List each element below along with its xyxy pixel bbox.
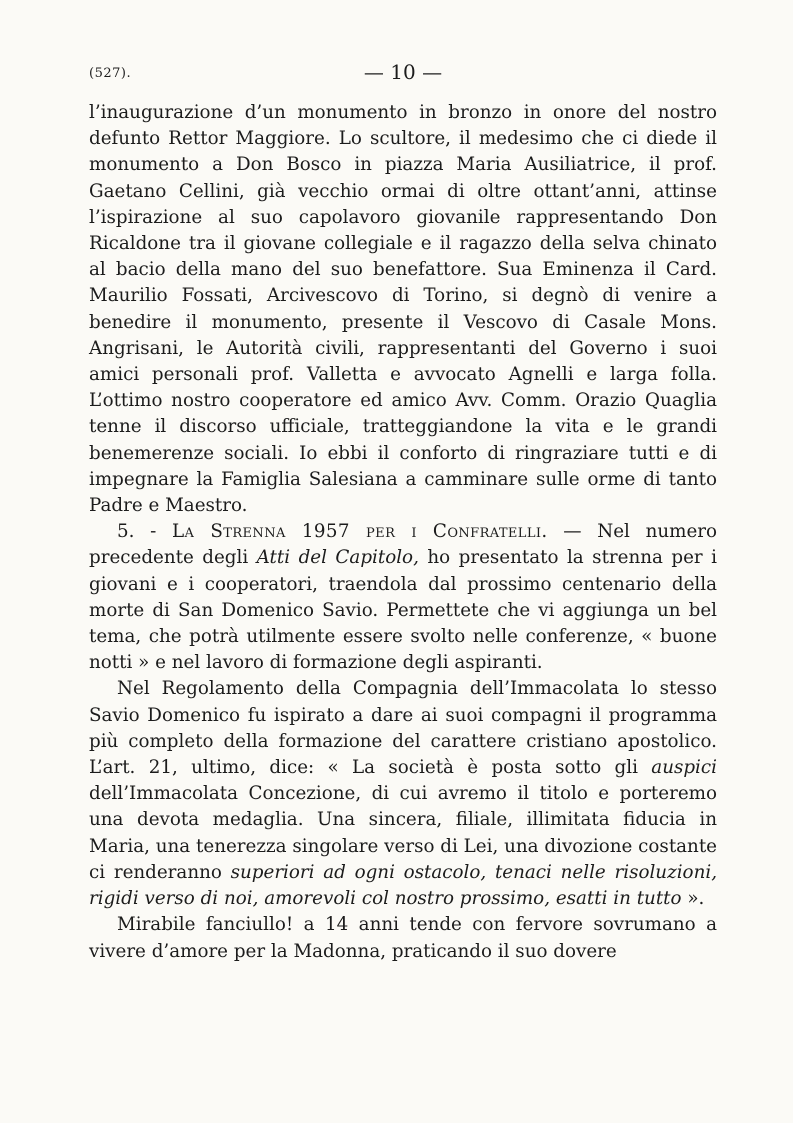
heading-dash: —: [563, 521, 582, 543]
regolamento-italic-b: superiori ad ogni ostacolo, tenaci nelle risoluzioni, rigidi verso di noi, amorevoli col nostro prossimo, esatti in tutto: [89, 861, 717, 910]
regolamento-italic-a: auspici: [651, 757, 717, 779]
document-number: (527).: [89, 66, 132, 81]
paragraph-monument: l’inaugurazione d’un monumento in bronzo in onore del nostro defunto Rettor Maggiore. Lo scultore, il medesimo che ci diede il monumento a Don Bosco in piazza Maria Ausiliatrice, il prof. Gaetano Cellini, già vecchio ormai di oltre ottant’anni, attinse l’ispirazione al suo capolavoro giovanile rappresentando Don Ricaldone tra il giovane collegiale e il ragazzo della selva chinato al bacio della mano del suo benefattore. Sua Eminenza il Card. Maurilio Fossati, Arcivescovo di Torino, si degnò di venire a benedire il monumento, presente il Vescovo di Casale Mons. Angrisani, le Autorità civili, rappresentanti del Governo i suoi amici personali prof. Valletta e avvocato Agnelli e larga folla. L’ottimo nostro cooperatore ed amico Avv. Comm. Orazio Quaglia tenne il discorso ufficiale, tratteggiandone la vita e le grandi benemerenze sociali. Io ebbi il conforto di ringraziare tutti e di impegnare la Famiglia Salesiana a camminare sulle orme di tanto Padre e Maestro.: [89, 102, 717, 517]
section-heading: La Strenna 1957 per i Confratelli.: [171, 521, 548, 543]
document-page: [89, 56, 717, 965]
body-text: [89, 100, 717, 965]
strenna-italic-title: Atti del Capitolo,: [256, 547, 419, 569]
strenna-text-a: Nel numero precedente degli: [89, 521, 718, 569]
regolamento-text-a: Nel Regolamento della Compagnia dell’Immacolata lo stesso Savio Domenico fu ispirato a dare ai suoi compagni il programma più completo della formazione del carattere cristiano apostolico. L’art. 21, ultimo, dice: « La società è posta sotto gli: [89, 678, 717, 779]
strenna-text-b: ho presentato la strenna per i giovani e i cooperatori, traendola dal prossimo centenario della morte di San Domenico Savio. Permettete che vi aggiunga un bel tema, che potrà utilmente essere svolto nelle conferenze, « buone notti » e nel lavoro di formazione degli aspiranti.: [89, 547, 717, 674]
regolamento-text-b: dell’Immacolata Concezione, di cui avremo il titolo e porteremo una devota medaglia. Una sincera, filiale, illimitata fiducia in Maria, una tenerezza singolare verso di Lei, una divozione costante ci renderanno: [89, 783, 717, 883]
paragraph-strenna: [89, 519, 717, 676]
paragraph-regolamento: [89, 676, 717, 912]
regolamento-text-c: ».: [687, 888, 705, 910]
page-header: [89, 56, 717, 90]
page-number: — 10 —: [363, 60, 443, 84]
section-number: 5. -: [117, 521, 157, 543]
paragraph-mirabile: Mirabile fanciullo! a 14 anni tende con fervore sovrumano a vivere d’amore per la Madonna, praticando il suo dovere: [89, 914, 717, 962]
